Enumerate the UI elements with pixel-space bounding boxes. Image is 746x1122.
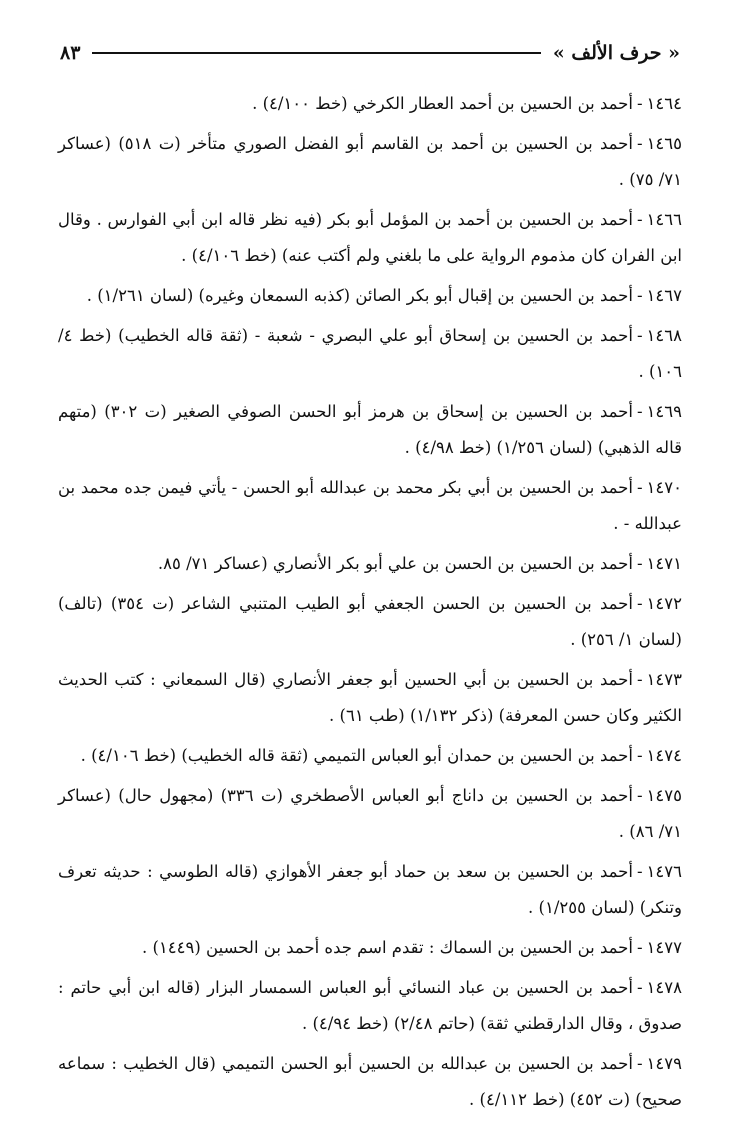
entry-separator: -	[636, 862, 643, 881]
entry-separator: -	[636, 554, 643, 573]
entry	[58, 854, 682, 926]
header-rule	[92, 52, 540, 54]
entry	[58, 930, 682, 966]
entry-number: ١٤٧٠	[646, 478, 682, 497]
entry	[58, 278, 682, 314]
entry-separator: -	[636, 402, 643, 421]
entry	[58, 546, 682, 582]
entry-text: أحمد بن الحسين بن عباد النسائي أبو العباس السمسار البزار (قاله ابن أبي حاتم : صدوق ، وقال الدارقطني ثقة) (حاتم ٢/٤٨) (خط ٤/٩٤) .	[58, 978, 682, 1033]
entry-separator: -	[636, 670, 643, 689]
entry-text: أحمد بن الحسين بن السماك : تقدم اسم جده أحمد بن الحسين (١٤٤٩) .	[141, 938, 633, 957]
entry-separator: -	[636, 286, 643, 305]
entry-text: أحمد بن الحسين بن الحسن بن علي أبو بكر الأنصاري (عساكر ٧١/ ٨٥.	[157, 554, 633, 573]
entry-text: أحمد بن الحسين بن داناج أبو العباس الأصطخري (ت ٣٣٦) (مجهول حال) (عساكر ٧١/ ٨٦) .	[58, 786, 682, 841]
entry-text: أحمد بن الحسين بن سعد بن حماد أبو جعفر الأهوازي (قاله الطوسي : حديثه تعرف وتنكر) (لسان ١/٢٥٥) .	[58, 862, 682, 917]
entry	[58, 1046, 682, 1118]
entry-text: أحمد بن الحسين بن إسحاق أبو علي البصري - شعبة - (ثقة قاله الخطيب) (خط ٤/ ١٠٦) .	[58, 326, 682, 381]
entry-text: أحمد بن الحسين بن إسحاق بن هرمز أبو الحسن الصوفي الصغير (ت ٣٠٢) (متهم قاله الذهبي) (لسان ١/٢٥٦) (خط ٤/٩٨) .	[58, 402, 682, 457]
entry-separator: -	[636, 786, 643, 805]
entry-number: ١٤٦٩	[646, 402, 682, 421]
entry-text: أحمد بن الحسين بن إقبال أبو بكر الصائن (كذبه السمعان وغيره) (لسان ١/٢٦١) .	[86, 286, 633, 305]
entry	[58, 126, 682, 198]
entry-separator: -	[636, 94, 643, 113]
entry-number: ١٤٧٣	[646, 670, 682, 689]
entry-number: ١٤٦٨	[646, 326, 682, 345]
entry-number: ١٤٦٥	[646, 134, 683, 153]
entry-number: ١٤٧٤	[646, 746, 682, 765]
entry-separator: -	[636, 478, 643, 497]
entry-number: ١٤٧١	[646, 554, 682, 573]
entry-separator: -	[636, 594, 643, 613]
entry-text: أحمد بن الحسين بن أحمد بن القاسم أبو الفضل الصوري متأخر (ت ٥١٨) (عساكر ٧١/ ٧٥) .	[58, 134, 682, 189]
entry	[58, 662, 682, 734]
entry	[58, 394, 682, 466]
entry-number: ١٤٦٧	[646, 286, 682, 305]
entry-number: ١٤٧٢	[646, 594, 682, 613]
entry-separator: -	[636, 1054, 643, 1073]
entry	[58, 470, 682, 542]
entry-text: أحمد بن الحسين بن أبي الحسين أبو جعفر الأنصاري (قال السمعاني : كتب الحديث الكثير وكان حسن المعرفة) (ذكر ١/١٣٢) (طب ٦١) .	[58, 670, 682, 725]
entries-list	[58, 86, 682, 1122]
entry-number: ١٤٧٨	[646, 978, 682, 997]
entry	[58, 778, 682, 850]
entry-number: ١٤٧٦	[646, 862, 682, 881]
entry	[58, 586, 682, 658]
entry-separator: -	[636, 746, 643, 765]
entry-text: أحمد بن الحسين بن أحمد العطار الكرخي (خط ٤/١٠٠) .	[252, 94, 633, 113]
entry	[58, 202, 682, 274]
entry	[58, 86, 682, 122]
entry-separator: -	[636, 978, 643, 997]
entry-number: ١٤٧٧	[646, 938, 682, 957]
entry-separator: -	[636, 134, 643, 153]
entry-separator: -	[636, 210, 643, 229]
entry-number: ١٤٧٩	[646, 1054, 682, 1073]
entry-text: أحمد بن الحسين بن حمدان أبو العباس التميمي (ثقة قاله الخطيب) (خط ٤/١٠٦) .	[80, 746, 633, 765]
entry-text: أحمد بن الحسين بن الحسن الجعفي أبو الطيب المتنبي الشاعر (ت ٣٥٤) (تالف) (لسان ١/ ٢٥٦) .	[58, 594, 682, 649]
running-title: « حرف الألف »	[552, 42, 680, 64]
entry-separator: -	[636, 938, 643, 957]
entry-separator: -	[636, 326, 643, 345]
entry	[58, 318, 682, 390]
entry-number: ١٤٦٦	[646, 210, 682, 229]
entry-text: أحمد بن الحسين بن عبدالله بن الحسين أبو الحسن التميمي (قال الخطيب : سماعه صحيح) (ت ٤٥٢) (خط ٤/١١٢) .	[58, 1054, 682, 1109]
entry-text: أحمد بن الحسين بن أحمد بن المؤمل أبو بكر (فيه نظر قاله ابن أبي الفوارس . وقال ابن الفران كان مذموم الرواية على ما بلغني ولم أكتب عنه) (خط ٤/١٠٦) .	[58, 210, 682, 265]
entry-text: أحمد بن الحسين بن أبي بكر محمد بن عبدالله أبو الحسن - يأتي فيمن جده محمد بن عبدالله - .	[58, 478, 682, 533]
entry	[58, 970, 682, 1042]
entry-number: ١٤٧٥	[646, 786, 682, 805]
entry	[58, 738, 682, 774]
entry-number: ١٤٦٤	[646, 94, 682, 113]
page-header	[60, 38, 680, 68]
page-number: ٨٣	[60, 42, 81, 64]
